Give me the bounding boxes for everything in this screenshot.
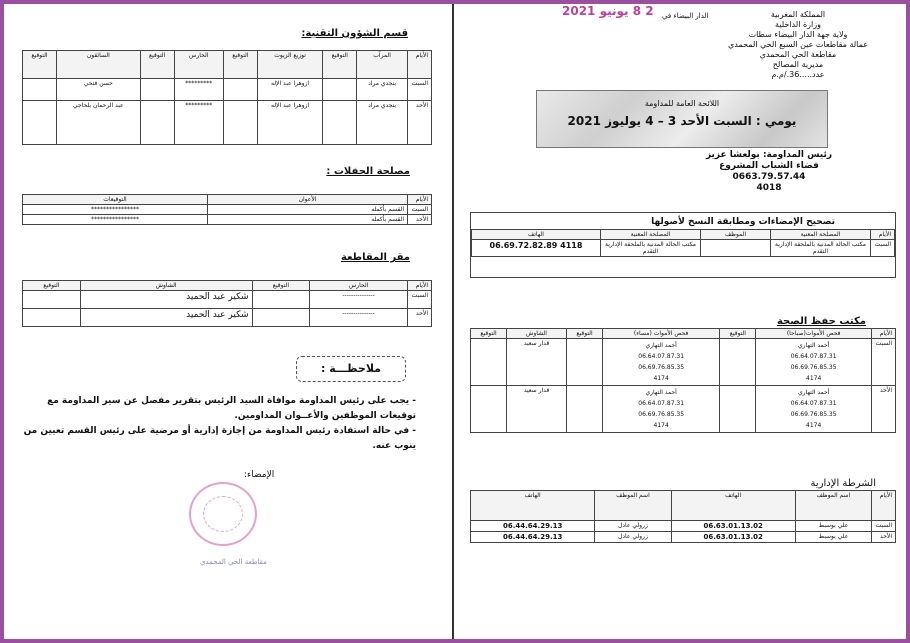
- doctor-line: أحمد التهاري: [645, 389, 677, 396]
- phone-cell: 4118 06.69.72.82.89: [472, 240, 601, 257]
- header-line: المملكة المغربية: [770, 10, 826, 19]
- chief-line: 4018: [756, 183, 782, 193]
- chaouch-cell: قدار سعيد: [507, 386, 567, 433]
- banner-subtitle: يومي : السبت الأحد 3 – 4 يوليوز 2021: [567, 114, 797, 128]
- official-header: [698, 10, 898, 80]
- signature-cell: ****************: [23, 205, 208, 215]
- doctor-line: 06.64.07.87.31: [790, 400, 837, 407]
- chaouch-cell: شكير عبد الحميد: [80, 291, 252, 309]
- employee-cell: [701, 240, 771, 257]
- signature-cell: [140, 101, 174, 145]
- day-cell: الأحد: [408, 215, 432, 225]
- table-row: [23, 309, 432, 327]
- doctor-line: 06.69.76.85.35: [638, 411, 685, 418]
- table-row: [23, 79, 432, 101]
- driver-cell: حسن فتحي: [56, 79, 140, 101]
- guard-cell: ---------------: [310, 291, 408, 309]
- hq-section: [22, 280, 432, 327]
- table-row: [471, 521, 896, 532]
- hygiene-title: مكتب حفظ الصحة: [776, 316, 866, 327]
- day-cell: الأحد: [872, 532, 896, 543]
- header-line: عدد.....36./م.م: [771, 70, 825, 79]
- doctor-line: 4174: [653, 375, 669, 382]
- col-header: الهاتف: [671, 491, 795, 521]
- day-cell: الأحد: [872, 386, 896, 433]
- doctor-line: أحمد التهاري: [797, 342, 830, 349]
- table-row: [23, 101, 432, 145]
- ceremonies-table: [22, 194, 432, 225]
- chaouch-cell: قدار سعيد: [507, 339, 567, 386]
- col-header: الهاتف: [471, 491, 595, 521]
- col-header: الشاوش: [507, 329, 567, 339]
- stamp-caption: مقاطعة الحي المحمدي: [200, 558, 267, 566]
- left-page: [4, 4, 452, 639]
- certification-table: [471, 229, 895, 257]
- phone-cell: 06.44.64.29.13: [471, 532, 595, 543]
- chief-line: رئيس المداومة: بولعشا عزيز: [705, 150, 833, 160]
- hq-table: [22, 280, 432, 327]
- col-header: الأيام: [872, 329, 896, 339]
- doctor-line: 06.64.07.87.31: [638, 400, 685, 407]
- col-header: الحارس: [174, 51, 223, 79]
- guard-cell: *********: [174, 101, 223, 145]
- employee-cell: علي بوسبط: [795, 521, 871, 532]
- col-header: التوقيعات: [23, 195, 208, 205]
- doctor-line: 4174: [806, 422, 822, 429]
- day-cell: السبت: [408, 291, 432, 309]
- signature-cell: [323, 101, 357, 145]
- official-stamp: [189, 482, 257, 546]
- agents-cell: القسم بأكمله: [208, 205, 408, 215]
- guard-cell: ---------------: [310, 309, 408, 327]
- col-header: التوقيع: [471, 329, 507, 339]
- col-header: المصلحة المعنية: [771, 230, 871, 240]
- col-header: المرآب: [357, 51, 408, 79]
- col-header: الأيام: [872, 491, 896, 521]
- technical-section: [22, 50, 432, 145]
- day-cell: الأحد: [408, 101, 432, 145]
- col-header: الأعوان: [208, 195, 408, 205]
- doctor-line: 4174: [806, 375, 822, 382]
- header-line: وزارة الداخلية: [775, 20, 821, 29]
- table-row: [23, 291, 432, 309]
- agents-cell: القسم بأكمله: [208, 215, 408, 225]
- col-header: التوقيع: [720, 329, 756, 339]
- police-title: الشرطة الإدارية: [810, 478, 876, 489]
- day-cell: السبت: [872, 339, 896, 386]
- signature-cell: ****************: [23, 215, 208, 225]
- col-header: الهاتف: [472, 230, 601, 240]
- col-header: الحارس: [310, 281, 408, 291]
- signature-cell: [223, 79, 257, 101]
- signature-cell: [23, 309, 81, 327]
- police-section: [470, 490, 896, 543]
- phone-cell: 06.44.64.29.13: [471, 521, 595, 532]
- oil-cell: ازوهرا عبد الإله: [257, 79, 323, 101]
- doctor-line: أحمد التهاري: [645, 342, 677, 349]
- signature-cell: [720, 386, 756, 433]
- hygiene-section: [470, 328, 896, 433]
- header-line: مقاطعة الحي المحمدي: [759, 50, 837, 59]
- certification-title: تصحيح الإمضاءات ومطابقة النسخ لأصولها: [651, 217, 835, 227]
- header-line: ولاية جهة الدار البيضاء سطات: [748, 30, 848, 39]
- table-row: [23, 215, 432, 225]
- date-label: الدار البيضاء في: [662, 12, 709, 20]
- banner-title: اللائحة العامة للمداومة: [644, 99, 720, 108]
- col-header: التوقيع: [323, 51, 357, 79]
- col-header: التوقيع: [23, 281, 81, 291]
- col-header: السائقون: [56, 51, 140, 79]
- doctor-cell: [756, 386, 872, 433]
- service-cell: مكتب الحالة المدنية بالملحقة الإدارية التقدم: [771, 240, 871, 257]
- notes-title: ملاحظـــة :: [296, 356, 406, 382]
- header-line: عمالة مقاطعات عين السبع الحي المحمدي: [727, 40, 868, 49]
- col-header: التوقيع: [567, 329, 603, 339]
- table-row: [471, 532, 896, 543]
- doctor-line: 06.64.07.87.31: [638, 353, 685, 360]
- doctor-line: 06.69.76.85.35: [790, 411, 837, 418]
- col-header: اسم الموظف: [595, 491, 671, 521]
- col-header: المصلحة المعنية: [601, 230, 701, 240]
- col-header: الموظف: [701, 230, 771, 240]
- note-item: - في حالة استفادة رئيس المداومة من إجازة إدارية أو مرضية على رئيس القسم تعيين من ينوب عنه.: [23, 426, 416, 451]
- doctor-cell: [603, 339, 720, 386]
- table-row: [23, 205, 432, 215]
- signature-cell: [252, 309, 310, 327]
- signature-cell: [567, 339, 603, 386]
- technical-title: قسم الشؤون التقنية:: [301, 28, 408, 39]
- date-stamp: 2 8 يونيو 2021: [562, 4, 654, 18]
- note-item: - يجب على رئيس المداومة موافاة السيد الرئيس بتقرير مفصل عن سير المداومة مع توقيعات الموظفين والأعــوان المداومين.: [47, 396, 416, 421]
- signature-cell: [23, 79, 57, 101]
- hygiene-table: [470, 328, 896, 433]
- ceremonies-title: مصلحة الحفلات :: [326, 166, 410, 177]
- hq-title: مقر المقاطعة: [340, 252, 410, 263]
- signature-cell: [323, 79, 357, 101]
- garage-cell: بنجدي مراد: [357, 79, 408, 101]
- signature-cell: [223, 101, 257, 145]
- col-header: الأيام: [408, 281, 432, 291]
- police-table: [470, 490, 896, 543]
- doctor-line: 06.64.07.87.31: [790, 353, 837, 360]
- signature-cell: [23, 101, 57, 145]
- col-header: الشاوش: [80, 281, 252, 291]
- col-header: التوقيع: [223, 51, 257, 79]
- signature-cell: [720, 339, 756, 386]
- driver-cell: عبد الرحمان بلحاجي: [56, 101, 140, 145]
- day-cell: السبت: [872, 521, 896, 532]
- phone-cell: 06.63.01.13.02: [671, 521, 795, 532]
- employee-cell: زرولي عادل: [595, 521, 671, 532]
- employee-cell: علي بوسبط: [795, 532, 871, 543]
- signature-cell: [140, 79, 174, 101]
- col-header: اسم الموظف: [795, 491, 871, 521]
- signature-cell: [252, 291, 310, 309]
- ceremonies-section: [22, 194, 432, 225]
- col-header: التوقيع: [252, 281, 310, 291]
- doctor-line: 4174: [653, 422, 669, 429]
- oil-cell: ازوهرا عبد الإله: [257, 101, 323, 145]
- notes: [14, 394, 416, 454]
- table-row: [472, 240, 895, 257]
- doctor-line: 06.69.76.85.35: [638, 364, 685, 371]
- duty-chief: [684, 150, 854, 194]
- col-header: فحص الأموات(صباحا): [756, 329, 872, 339]
- chief-line: 0663.79.57.44: [732, 172, 806, 182]
- right-page: [454, 4, 906, 639]
- chaouch-cell: شكير عبد الحميد: [80, 309, 252, 327]
- doctor-line: أحمد التهاري: [797, 389, 830, 396]
- technical-table: [22, 50, 432, 145]
- header-line: مديرية المصالح: [772, 60, 824, 69]
- service-cell: مكتب الحالة المدنية بالملحقة الإدارية التقدم: [601, 240, 701, 257]
- day-cell: السبت: [871, 240, 895, 257]
- col-header: الأيام: [871, 230, 895, 240]
- col-header: التوقيع: [140, 51, 174, 79]
- doctor-cell: [756, 339, 872, 386]
- day-cell: السبت: [408, 79, 432, 101]
- signature-cell: [471, 339, 507, 386]
- col-header: الأيام: [408, 195, 432, 205]
- signature-cell: [567, 386, 603, 433]
- certification-section: [470, 212, 896, 278]
- table-row: [471, 339, 896, 386]
- banner: [536, 90, 828, 148]
- signature-cell: [23, 291, 81, 309]
- employee-cell: زرولي عادل: [595, 532, 671, 543]
- day-cell: السبت: [408, 205, 432, 215]
- garage-cell: بنجدي مراد: [357, 101, 408, 145]
- chief-line: فضاء الشباب المشروع: [719, 161, 819, 171]
- doctor-cell: [603, 386, 720, 433]
- guard-cell: *********: [174, 79, 223, 101]
- col-header: فحص الأموات (مساء): [603, 329, 720, 339]
- doctor-line: 06.69.76.85.35: [790, 364, 837, 371]
- signature-cell: [471, 386, 507, 433]
- col-header: توزيع الزيوت: [257, 51, 323, 79]
- col-header: الأيام: [408, 51, 432, 79]
- col-header: التوقيع: [23, 51, 57, 79]
- phone-cell: 06.63.01.13.02: [671, 532, 795, 543]
- signature-label: الإمضاء:: [244, 470, 275, 480]
- table-row: [471, 386, 896, 433]
- day-cell: الأحد: [408, 309, 432, 327]
